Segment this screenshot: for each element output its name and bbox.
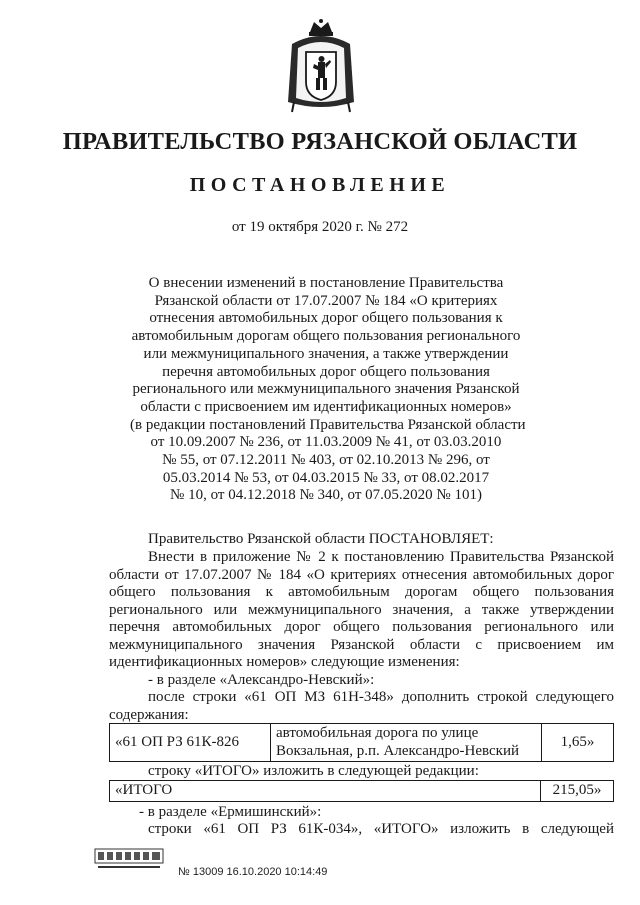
coat-of-arms-icon [284, 18, 358, 114]
subject-line: № 55, от 07.12.2011 № 403, от 02.10.2013 № 296, от [162, 452, 490, 469]
paragraph-line: Внести в приложение № 2 к постановлению Правительства Рязанской [148, 549, 614, 565]
section-heading: - в разделе «Александро-Невский»: [148, 672, 375, 688]
after-row-instruction [109, 689, 614, 724]
paragraph-line: регионального или межмуниципального значения, а также утверждении [109, 601, 614, 618]
road-name-line: Вокзальная, р.п. Александро-Невский [276, 742, 520, 759]
government-title: ПРАВИТЕЛЬСТВО РЯЗАНСКОЙ ОБЛАСТИ [62, 128, 578, 155]
registration-stamp-icon [94, 848, 164, 872]
subject-line: отнесения автомобильных дорог общего пользования к [149, 310, 503, 327]
road-name-cell [271, 724, 542, 762]
itogo-table [109, 780, 614, 802]
subject-line: 05.03.2014 № 53, от 04.03.2015 № 33, от 08.02.2017 [162, 469, 490, 486]
subject-line: (в редакции постановлений Правительства Рязанской области [130, 416, 526, 433]
decree-line: Правительство Рязанской области ПОСТАНОВЛЯЕТ: [148, 531, 494, 547]
paragraph-line: общего пользования к автомобильным дорогам общего пользования [109, 584, 614, 600]
document-date-number: от 19 октября 2020 г. № 272 [231, 219, 409, 235]
subject-line: регионального или межмуниципального значения Рязанской [132, 381, 520, 398]
itogo-value-cell: 215,05» [541, 781, 614, 802]
road-code-cell: «61 ОП РЗ 61К-826 [110, 724, 271, 762]
document-subject [130, 275, 526, 505]
paragraph-line: идентификационных номеров» следующие изменения: [109, 654, 460, 670]
itogo-instruction: строку «ИТОГО» изложить в следующей редакции: [148, 763, 479, 779]
subject-line: Рязанской области от 17.07.2007 № 184 «О критериях [154, 292, 498, 309]
subject-line: автомобильным дорогам общего пользования регионального [131, 328, 521, 345]
subject-line: перечня автомобильных дорог общего пользования [162, 363, 490, 380]
table-row [110, 724, 614, 762]
main-paragraph [109, 549, 614, 672]
subject-line: от 10.09.2007 № 236, от 11.03.2009 № 41, от 03.03.2010 [150, 434, 502, 451]
subject-line: № 10, от 04.12.2018 № 340, от 07.05.2020 № 101) [170, 487, 482, 504]
paragraph-line: межмуниципального значения Рязанской области с присвоением им [109, 636, 614, 653]
subject-line: О внесении изменений в постановление Правительства [148, 275, 504, 291]
subject-line: области с присвоением им идентификационных номеров» [140, 398, 512, 415]
section-heading: - в разделе «Ермишинский»: [139, 804, 322, 820]
registration-reference: № 13009 16.10.2020 10:14:49 [178, 866, 328, 878]
road-length-cell: 1,65» [542, 724, 614, 762]
last-instruction [148, 821, 614, 839]
table-row [110, 781, 614, 802]
document-type: ПОСТАНОВЛЕНИЕ [189, 174, 451, 196]
paragraph-line: перечня автомобильных дорог общего пользования регионального или [109, 619, 614, 635]
itogo-label-cell: «ИТОГО [110, 781, 541, 802]
road-name-line: автомобильная дорога по улице [276, 725, 479, 741]
instruction-line: содержания: [109, 706, 189, 723]
paragraph-line: области от 17.07.2007 № 184 «О критериях отнесения автомобильных дорог [109, 566, 614, 583]
instruction-line: после строки «61 ОП МЗ 61Н-348» дополнить строкой следующего [148, 689, 614, 705]
instruction-line: строки «61 ОП РЗ 61К-034», «ИТОГО» изложить в следующей [148, 821, 614, 837]
new-row-table [109, 723, 614, 762]
subject-line: или межмуниципального значения, а также утверждении [143, 345, 509, 362]
